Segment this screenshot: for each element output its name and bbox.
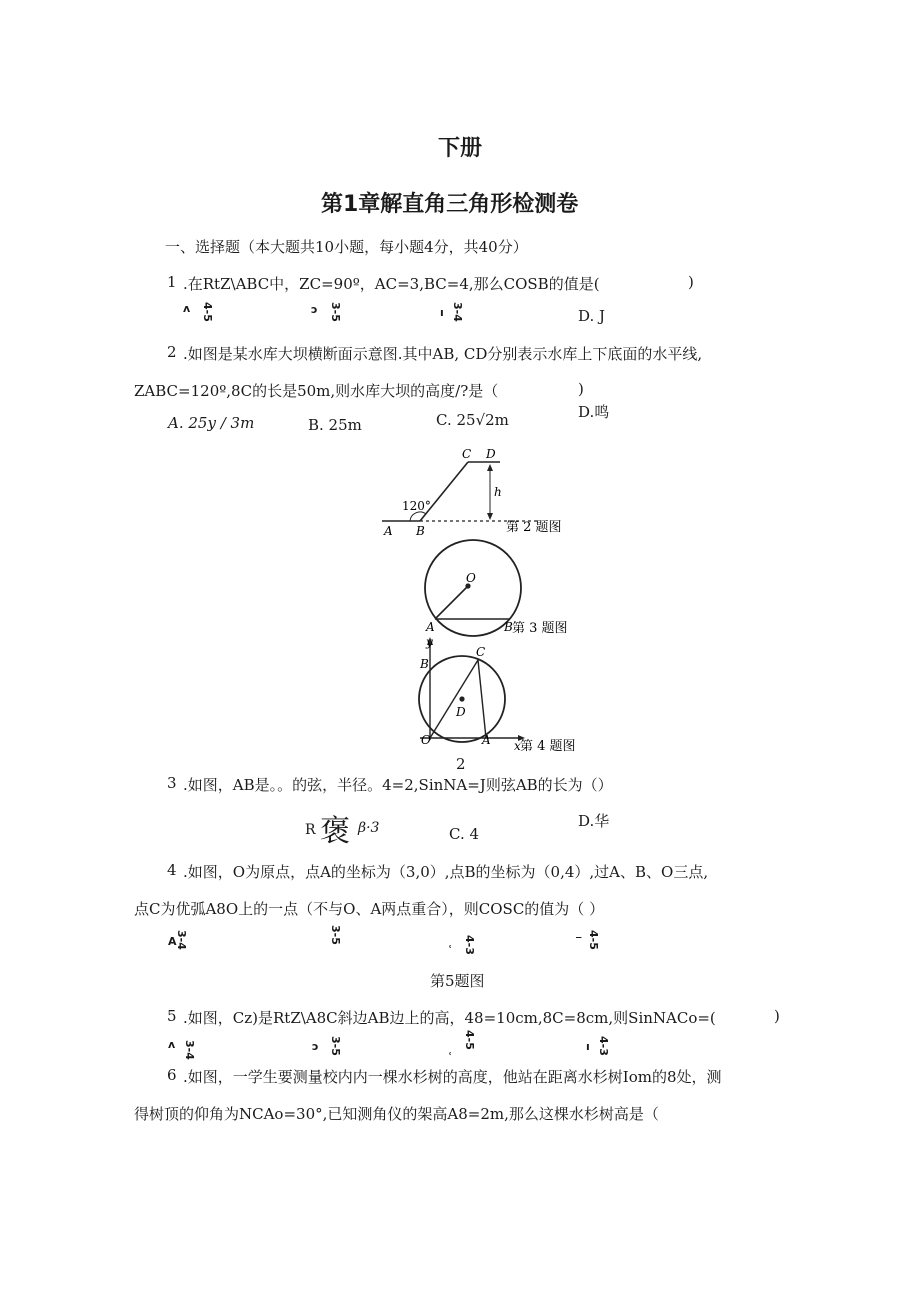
q2-option-c: C. 25√2m [436, 411, 509, 429]
fig5-caption: 第5题图 [430, 972, 485, 990]
fig3-radius-oa [435, 586, 468, 619]
q2-number: 2 [167, 343, 177, 361]
q1-option-c-mark: ı [440, 306, 444, 319]
fig4-label-x: x [514, 739, 521, 753]
q5-close: ) [774, 1007, 780, 1025]
q3-option-d: D.华 [578, 812, 610, 830]
fig2-label-d: D [486, 447, 496, 461]
chapter-title: 第1章解直角三角形检测卷 [321, 192, 579, 217]
q5-option-c: 4-5 [463, 1030, 476, 1050]
q3-option-glyph: 褒 [320, 814, 350, 849]
q1-option-d: D. J [578, 307, 606, 325]
section-title: 一、选择题（本大题共10小题，每小题4分，共40分） [165, 238, 528, 256]
figure-3-circle [410, 538, 590, 638]
q4-option-c: 4-3 [463, 935, 476, 955]
q5-option-b: 3-5 [329, 1036, 342, 1056]
fig4-label-a: A [482, 733, 491, 747]
fig4-label-o: O [421, 733, 431, 747]
q1-option-c: 3-4 [451, 302, 464, 322]
q3-option-c: C. 4 [449, 825, 480, 843]
q4-number: 4 [167, 861, 177, 879]
q4-option-a-mark: A [168, 935, 177, 948]
q4-text-line1: .如图，O为原点，点A的坐标为（3,0）,点B的坐标为（0,4）,过A、B、O三点, [183, 863, 709, 881]
fig2-label-c: C [462, 447, 472, 461]
q2-option-b: B. 25m [308, 416, 362, 434]
q3-number: 3 [167, 774, 177, 792]
q5-option-d-mark: ı [586, 1040, 590, 1053]
q1-option-a: 4-5 [201, 302, 214, 322]
fig3-label-b: B [504, 620, 513, 634]
q5-option-d: 4-3 [597, 1036, 610, 1056]
fig4-line-ca [478, 660, 486, 738]
q4-option-a: 3-4 [175, 930, 188, 950]
fig2-label-b: B [416, 524, 425, 538]
q6-text-line2: 得树顶的仰角为NCAo=30°,已知测角仪的架高A8=2m,那么这棵水杉树高是（ [134, 1105, 659, 1123]
q1-option-b: 3-5 [329, 302, 342, 322]
fig3-label-o: O [466, 571, 476, 585]
q1-option-a-mark: ʌ [183, 302, 191, 315]
fig4-center-point [459, 696, 464, 701]
q2-option-d: D.鸣 [578, 403, 610, 421]
figure-2-dam [370, 440, 590, 540]
q4-option-c-mark: ʿ [448, 943, 453, 956]
fig4-label-y: y [426, 635, 433, 649]
q5-option-a: 3-4 [183, 1040, 196, 1060]
q2-option-a: A. 25y / 3m [168, 414, 255, 432]
fig3-label-a: A [426, 620, 435, 634]
q5-option-a-mark: ʌ [168, 1038, 176, 1051]
q1-text: .在RtZ\ABC中，ZC=90º，AC=3,BC=4,那么COSB的值是( [183, 275, 600, 293]
fig2-caption: 第 2 题图 [506, 520, 562, 535]
q2-text-line2: ZABC=120º,8C的长是50m,则水库大坝的高度/?是（ [134, 382, 499, 400]
q5-option-b-mark: ɔ [312, 1040, 319, 1053]
q5-number: 5 [167, 1007, 177, 1025]
q2-close: ) [578, 380, 584, 398]
fig2-arrow-down [487, 513, 493, 520]
fig4-label-c: C [476, 645, 486, 659]
fig4-caption: 第 4 题图 [520, 739, 576, 754]
fig2-label-h: h [494, 485, 502, 499]
q5-option-c-mark: ʿ [448, 1050, 453, 1063]
q4-option-d-mark: ‾ [576, 935, 582, 948]
fig2-arrow-up [487, 464, 493, 471]
q1-option-b-mark: ɔ [311, 303, 318, 316]
volume-title: 下册 [438, 136, 483, 161]
page-number: 2 [456, 755, 466, 773]
figure-4-coordinate-circle [410, 632, 590, 760]
q1-number: 1 [167, 273, 177, 291]
q3-option-tail: β·3 [358, 820, 380, 836]
fig2-angle-label: 120° [402, 499, 431, 513]
q4-option-d: 4-5 [587, 930, 600, 950]
fig3-caption: 第 3 题图 [512, 621, 568, 636]
q4-option-b: 3-5 [329, 925, 342, 945]
q6-text-line1: .如图，一学生要测量校内内一棵水杉树的高度，他站在距离水杉树Iom的8处，测 [183, 1068, 722, 1086]
q1-close: ) [688, 273, 694, 291]
q6-number: 6 [167, 1066, 177, 1084]
fig2-label-a: A [384, 524, 393, 538]
q3-text: .如图，AB是。。的弦，半径。4=2,SinNA=J则弦AB的长为（） [183, 776, 613, 794]
fig4-line-oc [430, 660, 478, 738]
q5-text: .如图，Cz)是RtZ\A8C斜边AB边上的高，48=10cm,8C=8cm,则SinNACo=( [183, 1009, 716, 1027]
q2-text-line1: .如图是某水库大坝横断面示意图.其中AB, CD分别表示水库上下底面的水平线, [183, 345, 703, 363]
fig4-label-d: D [456, 705, 466, 719]
fig4-label-b: B [420, 657, 429, 671]
q4-text-line2: 点C为优弧A8O上的一点（不与O、A两点重合），则COSC的值为（ ） [134, 900, 605, 918]
q3-option-r: R [305, 822, 316, 838]
